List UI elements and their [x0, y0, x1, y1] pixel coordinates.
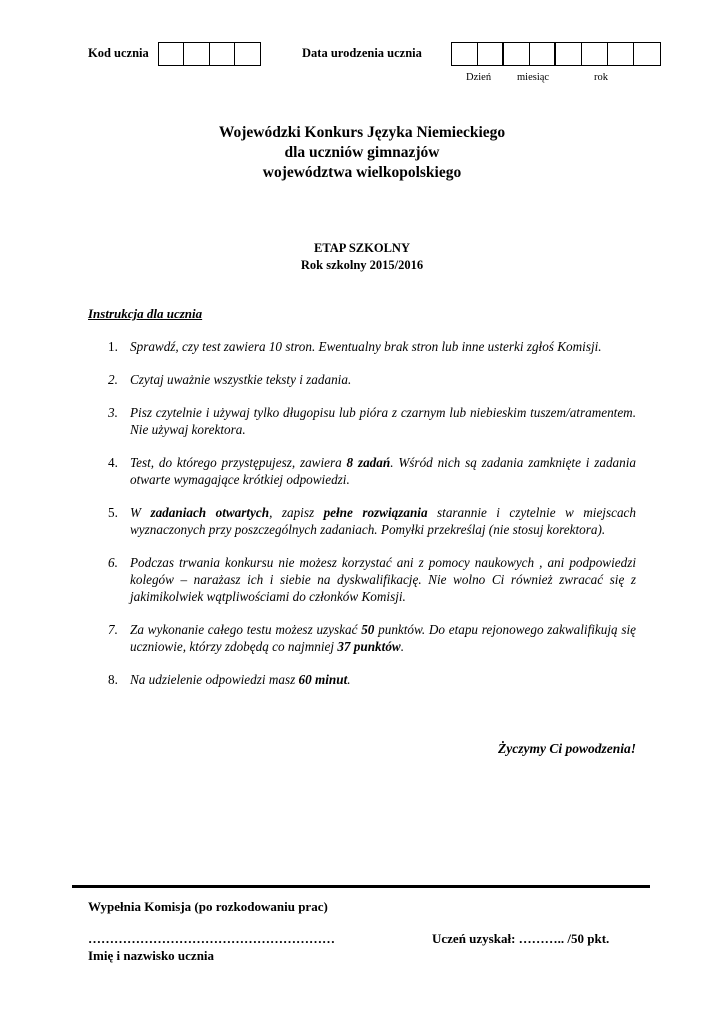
item-number: 7. [108, 622, 118, 637]
student-code-label: Kod ucznia [88, 46, 149, 60]
title-line-1: Wojewódzki Konkurs Języka Niemieckiego [218, 124, 506, 141]
item-text: , zapisz [269, 505, 324, 520]
item-text: . [400, 639, 405, 654]
code-box[interactable] [159, 43, 184, 65]
item-number: 3. [108, 405, 118, 420]
item-text: Podczas trwania konkursu nie możesz korzystać ani z pomocy naukowych , ani podpowiedzi kolegów – narażasz ich i siebie na dyskwalifikację. Nie wolno Ci również zwracać się z jakimikolwiek wątpliwościami do członków Komisji. [130, 555, 636, 604]
item-text: W [130, 505, 151, 520]
stage-name: ETAP SZKOLNY [314, 241, 410, 255]
item-emphasis: 50 [361, 622, 375, 637]
item-text: Sprawdź, czy test zawiera 10 stron. Ewentualny brak stron lub inne usterki zgłoś Komisji. [130, 339, 602, 354]
day-caption: Dzień [466, 72, 492, 83]
month-box[interactable] [504, 43, 530, 65]
item-text: . [347, 672, 351, 687]
instructions-list [88, 338, 636, 704]
item-emphasis: pełne rozwiązania [323, 505, 428, 520]
year-caption: rok [594, 72, 608, 83]
item-emphasis: 8 zadań [346, 455, 391, 470]
footer-divider [72, 885, 650, 888]
item-emphasis: 60 minut [298, 672, 348, 687]
item-number: 2. [108, 372, 118, 387]
code-box[interactable] [235, 43, 260, 65]
item-text: Czytaj uważnie wszystkie teksty i zadania. [130, 372, 352, 387]
instructions-heading: Instrukcja dla ucznia [88, 306, 203, 321]
instruction-item [88, 621, 636, 655]
item-text: starannie i czytelnie w miejscach wyznaczonych przy poszczególnych zadaniach. Pomyłki przekreślaj (nie stosuj korektora). [130, 505, 636, 537]
item-text: Test, do którego przystępujesz, zawiera [130, 455, 347, 470]
month-caption: miesiąc [517, 72, 550, 83]
item-number: 6. [108, 555, 118, 570]
item-text: . Wśród nich są zadania zamknięte i zadania otwarte wymagające krótkiej odpowiedzi. [130, 455, 637, 487]
item-emphasis: zadaniach otwartych [150, 505, 270, 520]
instruction-item [88, 454, 636, 488]
item-text: Na udzielenie odpowiedzi masz [130, 672, 299, 687]
item-text: punktów. Do etapu rejonowego zakwalifikują się uczniowie, którzy zdobędą co najmniej [130, 622, 636, 654]
birth-date-label: Data urodzenia ucznia [302, 46, 422, 60]
day-box[interactable] [478, 43, 504, 65]
item-number: 5. [108, 505, 118, 520]
item-text: Pisz czytelnie i używaj tylko długopisu lub pióra z czarnym lub niebieskim tuszem/atramentem. Nie używaj korektora. [130, 405, 636, 437]
year-box[interactable] [608, 43, 634, 65]
item-text: Za wykonanie całego testu możesz uzyskać [130, 622, 362, 637]
title-line-3: województwa wielkopolskiego [262, 164, 462, 181]
school-year: Rok szkolny 2015/2016 [300, 258, 424, 272]
item-number: 4. [108, 455, 118, 470]
year-box[interactable] [634, 43, 660, 65]
code-box[interactable] [184, 43, 209, 65]
item-number: 1. [108, 339, 118, 354]
committee-label: Wypełnia Komisja (po rozkodowaniu prac) [88, 899, 328, 914]
instruction-item [88, 504, 636, 538]
day-box[interactable] [452, 43, 478, 65]
instruction-item [88, 338, 636, 355]
month-box[interactable] [530, 43, 556, 65]
item-number: 8. [108, 672, 118, 687]
title-line-2: dla uczniów gimnazjów [284, 144, 440, 161]
year-box[interactable] [582, 43, 608, 65]
student-code-boxes[interactable] [158, 42, 261, 66]
name-dots-field[interactable]: ………………………………………………… [88, 931, 335, 946]
code-box[interactable] [210, 43, 235, 65]
instruction-item [88, 554, 636, 605]
score-field[interactable]: Uczeń uzyskał: ……….. /50 pkt. [432, 931, 610, 946]
good-luck-wish: Życzymy Ci powodzenia! [498, 741, 636, 756]
birth-date-boxes[interactable] [451, 42, 661, 66]
year-box[interactable] [556, 43, 582, 65]
instruction-item [88, 671, 636, 688]
instruction-item [88, 371, 636, 388]
item-emphasis: 37 punktów [337, 639, 401, 654]
instruction-item [88, 404, 636, 438]
student-name-label: Imię i nazwisko ucznia [88, 948, 215, 963]
